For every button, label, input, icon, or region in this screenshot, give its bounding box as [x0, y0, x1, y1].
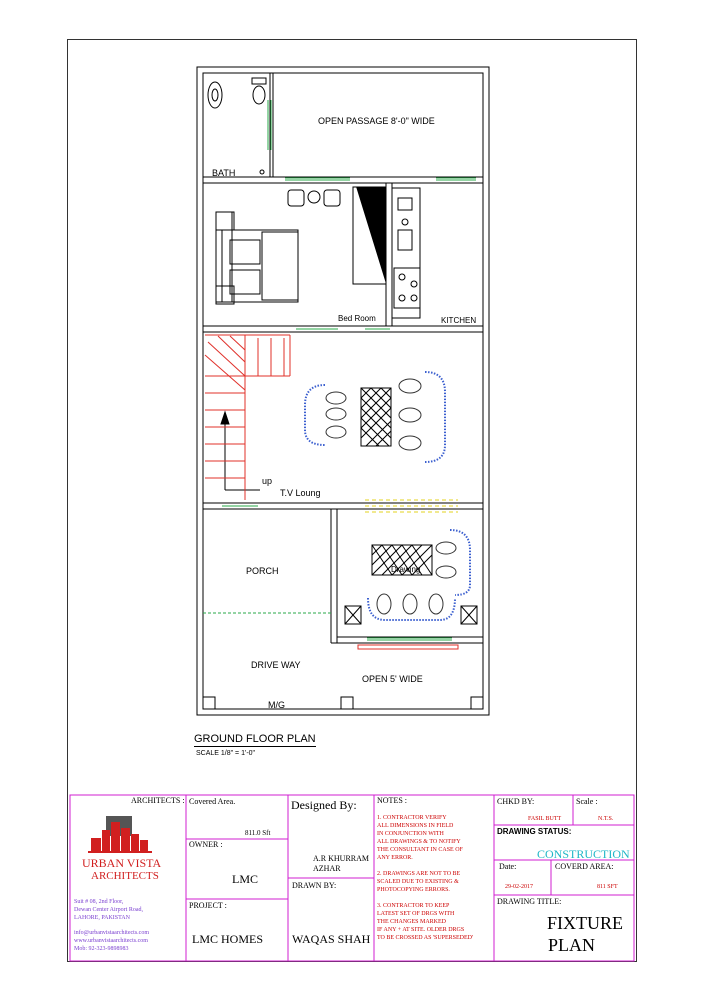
room-label-open-side: OPEN 5' WIDE: [362, 674, 423, 684]
firm-mobile: Mob: 92-323-9898983: [74, 946, 129, 952]
date-label: Date:: [499, 862, 517, 871]
chkd-by-label: CHKD BY:: [497, 797, 535, 806]
room-label-drawing: Drawing: [391, 565, 421, 574]
project-label: PROJECT :: [189, 901, 227, 910]
architects-label: ARCHITECTS :: [131, 796, 185, 805]
room-label-kitchen: KITCHEN: [441, 316, 477, 325]
note-line: [377, 862, 493, 870]
drawing-title-line-1: FIXTURE: [547, 913, 623, 933]
drawn-by-value: WAQAS SHAH: [292, 932, 371, 946]
firm-website: www.urbanvistaarchitects.com: [74, 938, 148, 944]
firm-email: info@urbanvistaarchitects.com: [74, 930, 149, 936]
owner-label: OWNER :: [189, 840, 223, 849]
note-line: LATEST SET OF DRGS WITH: [377, 911, 455, 917]
note-line: SCALED DUE TO EXISTING &: [377, 879, 459, 885]
urban-vista-logo-icon: [88, 816, 152, 853]
firm-name-line-1: URBAN VISTA: [82, 856, 162, 870]
firm-address-3: LAHORE, PAKISTAN: [74, 915, 130, 921]
note-line: THE CONSULTANT IN CASE OF: [377, 847, 463, 853]
drawn-by-label: DRAWN BY:: [292, 881, 337, 890]
owner-value: LMC: [232, 872, 259, 886]
designer-name-1: A.R KHURRAM: [313, 854, 370, 863]
room-label-tv-lounge: T.V Loung: [280, 488, 321, 498]
stair-up-label: up: [262, 476, 273, 486]
note-line: PHOTOCOPYING ERRORS.: [377, 887, 450, 893]
room-label-bath: BATH: [212, 168, 236, 178]
note-line: ANY ERROR.: [377, 855, 413, 861]
scale-label: Scale :: [576, 797, 598, 806]
drawing-title-label: DRAWING TITLE:: [497, 897, 562, 906]
firm-name-line-2: ARCHITECTS: [91, 870, 159, 882]
drawing-title-line-2: PLAN: [548, 935, 596, 955]
note-line: 3. CONTRACTOR TO KEEP: [377, 903, 450, 909]
note-line: THE CHANGES MARKED: [377, 919, 446, 925]
room-label-mg: M/G: [268, 700, 285, 710]
note-line: 2. DRAWINGS ARE NOT TO BE: [377, 871, 461, 877]
notes-label: NOTES :: [377, 796, 407, 805]
firm-address-2: Dewan Center Airport Road,: [74, 907, 143, 913]
covered-area-label: Covered Area.: [189, 797, 236, 806]
notes-list: [377, 814, 493, 942]
note-line: IN CONJUNCTION WITH: [377, 831, 444, 837]
note-line: 1. CONTRACTOR VERIFY: [377, 815, 447, 821]
note-line: ALL DRAWINGS & TO NOTIFY: [377, 839, 461, 845]
designer-name-2: AZHAR: [313, 864, 341, 873]
note-line: ALL DIMENSIONS IN FIELD: [377, 823, 454, 829]
date-value: 29-02-2017: [505, 884, 533, 890]
chkd-by-value: FASIL BUTT: [528, 816, 562, 822]
room-label-drive-way: DRIVE WAY: [251, 660, 301, 670]
designed-by-label: Designed By:: [291, 798, 357, 812]
note-line: IF ANY + AT SITE. OLDER DRGS: [377, 927, 465, 933]
note-line: TO BE CROSSED AS 'SUPERSEDED': [377, 935, 474, 941]
plan-scale: SCALE 1/8" = 1'-0": [196, 750, 256, 757]
scale-value: N.T.S.: [598, 816, 614, 822]
drawing-status-value: CONSTRUCTION: [537, 847, 630, 861]
covered-area-label-2: COVERD AREA:: [555, 862, 614, 871]
firm-address-1: Suit # 08, 2nd Floor,: [74, 899, 124, 905]
room-label-bed-room: Bed Room: [338, 314, 376, 323]
covered-area-value: 811.0 Sft: [245, 829, 271, 837]
room-label-porch: PORCH: [246, 566, 279, 576]
project-value: LMC HOMES: [192, 932, 264, 946]
drawing-status-label: DRAWING STATUS:: [497, 827, 572, 836]
plan-title: GROUND FLOOR PLAN: [194, 733, 316, 745]
covered-area-value-2: 811 SFT: [597, 884, 618, 890]
room-label-open-passage: OPEN PASSAGE 8'-0" WIDE: [318, 116, 435, 126]
note-line: [377, 894, 493, 902]
